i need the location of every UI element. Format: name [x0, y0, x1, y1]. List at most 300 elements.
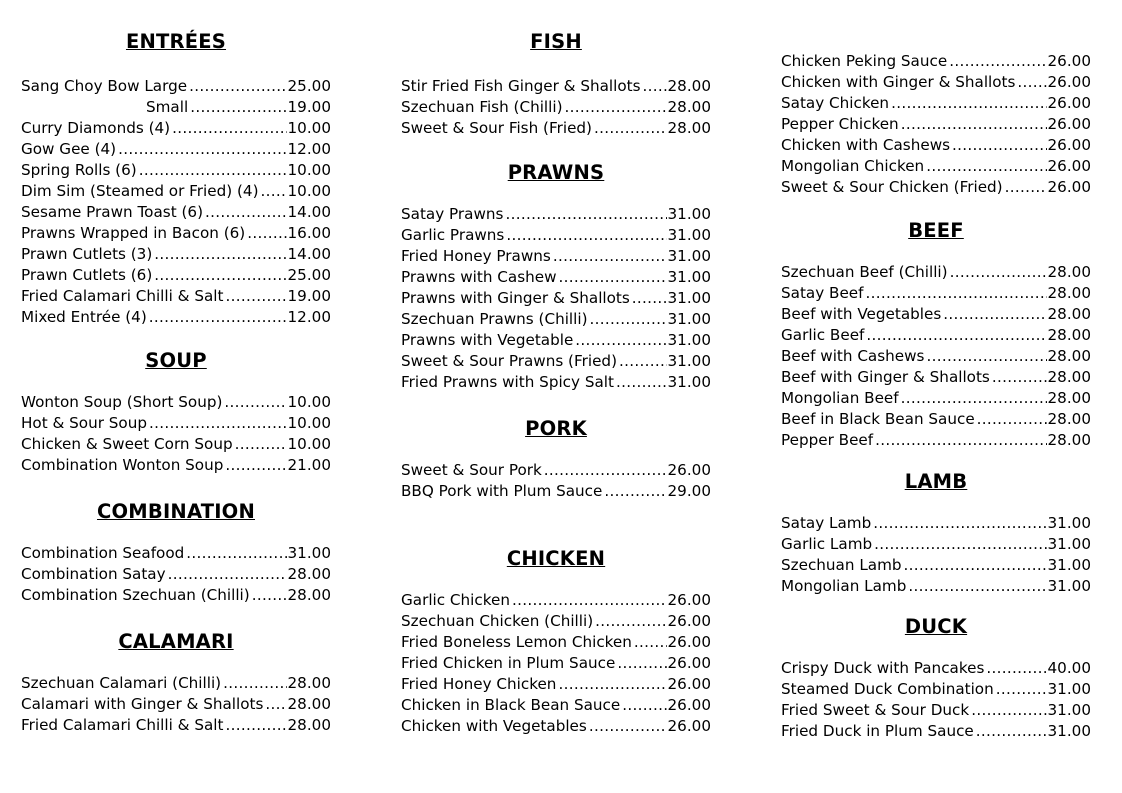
menu-item-price: 12.00 [287, 308, 331, 326]
dot-leader [1017, 72, 1046, 93]
menu-item-price: 28.00 [1047, 431, 1091, 449]
menu-item-name: Satay Prawns [401, 205, 504, 223]
menu-item-name: Chicken & Sweet Corn Soup [21, 435, 233, 453]
menu-item-name: Beef with Ginger & Shallots [781, 368, 990, 386]
menu-item-name: Satay Lamb [781, 514, 872, 532]
dot-leader [634, 632, 667, 653]
dot-leader [590, 309, 667, 330]
menu-item-price: 26.00 [667, 675, 711, 693]
menu-item-price: 26.00 [667, 461, 711, 479]
menu-item [21, 673, 331, 694]
menu-item-name: Chicken in Black Bean Sauce [401, 696, 621, 714]
dot-leader [252, 585, 287, 606]
menu-item-price: 31.00 [667, 226, 711, 244]
menu-item [401, 695, 711, 716]
menu-item-name: Garlic Lamb [781, 535, 873, 553]
menu-item-price: 10.00 [287, 393, 331, 411]
dot-leader [992, 367, 1047, 388]
menu-item [401, 267, 711, 288]
dot-leader [172, 118, 286, 139]
menu-item-price: 28.00 [287, 586, 331, 604]
menu-item-price: 28.00 [1047, 305, 1091, 323]
menu-item [21, 76, 331, 97]
menu-item-price: 26.00 [1047, 94, 1091, 112]
menu-item-price: 31.00 [1047, 535, 1091, 553]
menu-item-list [401, 590, 711, 737]
menu-item [781, 658, 1091, 679]
menu-item [21, 265, 331, 286]
dot-leader [875, 430, 1046, 451]
menu-item-name: Szechuan Prawns (Chilli) [401, 310, 588, 328]
menu-item-price: 26.00 [1047, 136, 1091, 154]
menu-item-price: 26.00 [1047, 115, 1091, 133]
menu-item-list [21, 76, 331, 328]
menu-item-price: 28.00 [287, 674, 331, 692]
menu-item-name: Spring Rolls (6) [21, 161, 137, 179]
section-title: COMBINATION [97, 500, 255, 523]
menu-item-list [21, 392, 331, 476]
menu-item [401, 653, 711, 674]
section-title: BEEF [908, 219, 964, 242]
menu-item [21, 286, 331, 307]
menu-item [401, 225, 711, 246]
dot-leader [225, 455, 286, 476]
menu-item-price: 31.00 [1047, 556, 1091, 574]
menu-item-name: Prawn Cutlets (3) [21, 245, 153, 263]
menu-section-entrees [21, 29, 331, 328]
menu-item-list [781, 513, 1091, 597]
dot-leader [186, 543, 286, 564]
dot-leader [575, 330, 666, 351]
menu-item-price: 28.00 [667, 98, 711, 116]
menu-item-name: Steamed Duck Combination [781, 680, 994, 698]
menu-item [781, 555, 1091, 576]
menu-item-price: 26.00 [1047, 157, 1091, 175]
menu-item-price: 26.00 [667, 612, 711, 630]
menu-item-name: Szechuan Beef (Chilli) [781, 263, 948, 281]
dot-leader [225, 715, 286, 736]
section-title: DUCK [904, 615, 968, 638]
menu-item-price: 31.00 [667, 373, 711, 391]
menu-item [401, 246, 711, 267]
dot-leader [619, 351, 667, 372]
menu-item-price: 28.00 [1047, 326, 1091, 344]
dot-leader [154, 244, 286, 265]
dot-leader [589, 716, 667, 737]
menu-item-name: Combination Wonton Soup [21, 456, 224, 474]
menu-item-price: 10.00 [287, 182, 331, 200]
section-title: CHICKEN [506, 547, 606, 570]
menu-item [21, 543, 331, 564]
menu-item-name: Prawns with Cashew [401, 268, 557, 286]
dot-leader [506, 225, 666, 246]
menu-item-list [21, 543, 331, 606]
dot-leader [952, 135, 1046, 156]
menu-item [21, 139, 331, 160]
menu-item-name: Garlic Beef [781, 326, 865, 344]
menu-item [781, 283, 1091, 304]
dot-leader [235, 434, 287, 455]
menu-item-price: 28.00 [1047, 410, 1091, 428]
menu-item [781, 367, 1091, 388]
menu-item [21, 434, 331, 455]
dot-leader [139, 160, 287, 181]
dot-leader [505, 204, 666, 225]
dot-leader [866, 325, 1046, 346]
menu-item [781, 346, 1091, 367]
menu-section-soup [21, 348, 331, 476]
menu-item-price: 26.00 [667, 591, 711, 609]
menu-item-name: Szechuan Calamari (Chilli) [21, 674, 222, 692]
menu-item-name: Szechuan Fish (Chilli) [401, 98, 563, 116]
menu-item-name: Mongolian Lamb [781, 577, 907, 595]
menu-section-prawns [401, 160, 711, 393]
menu-item-price: 28.00 [287, 716, 331, 734]
menu-item-name: Prawns with Ginger & Shallots [401, 289, 630, 307]
menu-item-list [21, 673, 331, 736]
dot-leader [544, 460, 667, 481]
menu-item-price: 28.00 [287, 695, 331, 713]
menu-item [401, 372, 711, 393]
menu-item-price: 31.00 [1047, 701, 1091, 719]
menu-item [401, 118, 711, 139]
menu-item [781, 576, 1091, 597]
menu-item [21, 392, 331, 413]
menu-item-price: 19.00 [287, 98, 331, 116]
menu-item-price: 26.00 [1047, 73, 1091, 91]
dot-leader [926, 156, 1046, 177]
dot-leader [632, 288, 667, 309]
menu-item-price: 31.00 [1047, 722, 1091, 740]
menu-item-list [401, 204, 711, 393]
menu-item [781, 72, 1091, 93]
menu-item [781, 388, 1091, 409]
menu-item-name: Sweet & Sour Pork [401, 461, 542, 479]
dot-leader [926, 346, 1046, 367]
menu-item-price: 14.00 [287, 245, 331, 263]
menu-item-name: Curry Diamonds (4) [21, 119, 171, 137]
dot-leader [908, 576, 1046, 597]
menu-item-name: Sesame Prawn Toast (6) [21, 203, 203, 221]
menu-item [401, 288, 711, 309]
section-title: FISH [530, 30, 582, 53]
menu-item-price: 26.00 [667, 717, 711, 735]
dot-leader [643, 76, 667, 97]
menu-item-name: Pepper Beef [781, 431, 874, 449]
menu-item-price: 31.00 [287, 544, 331, 562]
dot-leader [949, 51, 1046, 72]
menu-item-price: 26.00 [667, 633, 711, 651]
menu-item [401, 460, 711, 481]
menu-item-price: 40.00 [1047, 659, 1091, 677]
menu-item [401, 590, 711, 611]
dot-leader [512, 590, 667, 611]
menu-item-list [781, 262, 1091, 451]
menu-item-name: Garlic Prawns [401, 226, 505, 244]
menu-item [21, 715, 331, 736]
menu-item [21, 202, 331, 223]
menu-item [21, 413, 331, 434]
menu-item [781, 93, 1091, 114]
menu-item-list [401, 76, 711, 139]
menu-section-pork [401, 416, 711, 502]
menu-item-name: Small [146, 98, 189, 116]
menu-item [21, 455, 331, 476]
menu-item-name: Prawns Wrapped in Bacon (6) [21, 224, 246, 242]
dot-leader [971, 700, 1046, 721]
menu-item-list [781, 658, 1091, 742]
menu-item [781, 177, 1091, 198]
menu-item-name: Szechuan Lamb [781, 556, 902, 574]
menu-item [781, 679, 1091, 700]
dot-leader [950, 262, 1047, 283]
dot-leader [223, 673, 286, 694]
menu-item-name: Chicken with Cashews [781, 136, 951, 154]
menu-item [401, 632, 711, 653]
menu-item-name: Calamari with Ginger & Shallots [21, 695, 264, 713]
menu-item [781, 135, 1091, 156]
menu-section-calamari [21, 629, 331, 736]
menu-item [401, 674, 711, 695]
menu-item-price: 10.00 [287, 119, 331, 137]
menu-item-name: Beef with Cashews [781, 347, 925, 365]
menu-item [781, 304, 1091, 325]
dot-leader [617, 653, 666, 674]
dot-leader [594, 118, 667, 139]
dot-leader [190, 97, 286, 118]
dot-leader [901, 114, 1047, 135]
menu-item-price: 31.00 [667, 352, 711, 370]
menu-item-name: Dim Sim (Steamed or Fried) (4) [21, 182, 259, 200]
menu-item [401, 611, 711, 632]
menu-item [401, 351, 711, 372]
menu-section-chicken [401, 546, 711, 737]
menu-section-beef [781, 218, 1091, 451]
menu-item [781, 409, 1091, 430]
dot-leader [986, 658, 1046, 679]
menu-item-price: 28.00 [287, 565, 331, 583]
menu-item [401, 309, 711, 330]
menu-item-name: BBQ Pork with Plum Sauce [401, 482, 603, 500]
menu-item [21, 307, 331, 328]
dot-leader [168, 564, 287, 585]
menu-item [21, 564, 331, 585]
menu-item-price: 14.00 [287, 203, 331, 221]
dot-leader [553, 246, 667, 267]
menu-section-duck [781, 614, 1091, 742]
menu-item [781, 262, 1091, 283]
menu-item-name: Fried Duck in Plum Sauce [781, 722, 974, 740]
menu-item [781, 721, 1091, 742]
menu-item [21, 181, 331, 202]
menu-item-name: Sweet & Sour Prawns (Fried) [401, 352, 617, 370]
menu-item-price: 31.00 [1047, 577, 1091, 595]
menu-item-price: 28.00 [1047, 347, 1091, 365]
menu-item-name: Chicken with Ginger & Shallots [781, 73, 1016, 91]
menu-item-price: 31.00 [667, 331, 711, 349]
menu-item-price: 10.00 [287, 435, 331, 453]
menu-item-name: Combination Szechuan (Chilli) [21, 586, 250, 604]
menu-item [21, 118, 331, 139]
menu-item-name: Prawn Cutlets (6) [21, 266, 153, 284]
menu-item [21, 223, 331, 244]
menu-item [781, 513, 1091, 534]
menu-item-name: Mixed Entrée (4) [21, 308, 147, 326]
dot-leader [943, 304, 1046, 325]
menu-item-name: Fried Chicken in Plum Sauce [401, 654, 616, 672]
dot-leader [904, 555, 1047, 576]
menu-item-name: Fried Prawns with Spicy Salt [401, 373, 614, 391]
menu-item-price: 10.00 [287, 161, 331, 179]
section-title: PORK [525, 417, 587, 440]
menu-item-price: 28.00 [1047, 389, 1091, 407]
menu-item-name: Garlic Chicken [401, 591, 510, 609]
menu-item [781, 51, 1091, 72]
menu-item-price: 26.00 [1047, 178, 1091, 196]
menu-item-name: Fried Calamari Chilli & Salt [21, 287, 224, 305]
menu-item-name: Chicken Peking Sauce [781, 52, 948, 70]
menu-item-name: Combination Satay [21, 565, 166, 583]
menu-item [401, 716, 711, 737]
dot-leader [189, 76, 286, 97]
menu-item-name: Gow Gee (4) [21, 140, 117, 158]
dot-leader [149, 413, 287, 434]
dot-leader [873, 513, 1046, 534]
dot-leader [265, 694, 286, 715]
dot-leader [225, 286, 286, 307]
dot-leader [616, 372, 667, 393]
dot-leader [205, 202, 287, 223]
dot-leader [865, 283, 1046, 304]
menu-item-name: Satay Beef [781, 284, 864, 302]
menu-item-name: Mongolian Beef [781, 389, 899, 407]
menu-item-price: 26.00 [667, 696, 711, 714]
section-title: SOUP [145, 349, 207, 372]
menu-item [401, 97, 711, 118]
menu-item-price: 31.00 [667, 289, 711, 307]
menu-item-name: Sweet & Sour Chicken (Fried) [781, 178, 1003, 196]
menu-item-price: 28.00 [667, 77, 711, 95]
dot-leader [874, 534, 1046, 555]
menu-item-price: 31.00 [667, 205, 711, 223]
menu-item-name: Chicken with Vegetables [401, 717, 587, 735]
dot-leader [604, 481, 666, 502]
menu-item-name: Sweet & Sour Fish (Fried) [401, 119, 592, 137]
dot-leader [565, 97, 667, 118]
menu-item-price: 12.00 [287, 140, 331, 158]
dot-leader [976, 721, 1047, 742]
menu-item-name: Combination Seafood [21, 544, 185, 562]
menu-item [781, 114, 1091, 135]
menu-item-price: 28.00 [1047, 284, 1091, 302]
menu-item [401, 204, 711, 225]
menu-item-price: 31.00 [667, 247, 711, 265]
dot-leader [118, 139, 286, 160]
menu-item [781, 534, 1091, 555]
menu-item-price: 25.00 [287, 77, 331, 95]
menu-item [781, 430, 1091, 451]
menu-item-price: 29.00 [667, 482, 711, 500]
menu-item-price: 31.00 [1047, 680, 1091, 698]
menu-item [401, 76, 711, 97]
menu-item-name: Hot & Sour Soup [21, 414, 147, 432]
menu-item-price: 28.00 [667, 119, 711, 137]
dot-leader [977, 409, 1047, 430]
menu-item [21, 585, 331, 606]
dot-leader [996, 679, 1047, 700]
dot-leader [149, 307, 287, 328]
dot-leader [154, 265, 286, 286]
menu-item-name: Fried Boneless Lemon Chicken [401, 633, 632, 651]
menu-section-lamb [781, 469, 1091, 597]
menu-item-price: 31.00 [667, 268, 711, 286]
menu-section-fish [401, 29, 711, 139]
menu-item [781, 325, 1091, 346]
menu-item-name: Beef in Black Bean Sauce [781, 410, 975, 428]
dot-leader [901, 388, 1047, 409]
menu-item-list [781, 51, 1091, 198]
menu-section-combination [21, 499, 331, 606]
menu-item [401, 330, 711, 351]
menu-item-price: 16.00 [287, 224, 331, 242]
menu-item-price: 28.00 [1047, 263, 1091, 281]
dot-leader [261, 181, 287, 202]
menu-item-price: 19.00 [287, 287, 331, 305]
menu-section-continued [781, 51, 1091, 198]
menu-item-price: 26.00 [667, 654, 711, 672]
menu-item [21, 160, 331, 181]
menu-item-name: Crispy Duck with Pancakes [781, 659, 985, 677]
menu-item-name: Szechuan Chicken (Chilli) [401, 612, 594, 630]
menu-item-price: 26.00 [1047, 52, 1091, 70]
menu-item-price: 21.00 [287, 456, 331, 474]
menu-item [401, 481, 711, 502]
menu-item-name: Satay Chicken [781, 94, 890, 112]
menu-item-name: Fried Calamari Chilli & Salt [21, 716, 224, 734]
menu-item-name: Pepper Chicken [781, 115, 899, 133]
menu-item-name: Fried Sweet & Sour Duck [781, 701, 970, 719]
menu-item-name: Fried Honey Chicken [401, 675, 557, 693]
dot-leader [622, 695, 666, 716]
menu-item [21, 97, 331, 118]
menu-item-name: Beef with Vegetables [781, 305, 942, 323]
menu-item-name: Sang Choy Bow Large [21, 77, 188, 95]
menu-item-name: Fried Honey Prawns [401, 247, 551, 265]
menu-item-price: 10.00 [287, 414, 331, 432]
dot-leader [247, 223, 286, 244]
menu-item [781, 156, 1091, 177]
menu-item-name: Prawns with Vegetable [401, 331, 574, 349]
section-title: PRAWNS [507, 161, 605, 184]
menu-item-list [401, 460, 711, 502]
menu-item [21, 244, 331, 265]
menu-item-price: 31.00 [667, 310, 711, 328]
menu-item-name: Wonton Soup (Short Soup) [21, 393, 223, 411]
dot-leader [559, 267, 667, 288]
menu-item [781, 700, 1091, 721]
section-title: LAMB [904, 470, 968, 493]
menu-item-name: Stir Fried Fish Ginger & Shallots [401, 77, 641, 95]
menu-item-price: 25.00 [287, 266, 331, 284]
dot-leader [595, 611, 666, 632]
section-title: CALAMARI [118, 630, 234, 653]
menu-item-price: 31.00 [1047, 514, 1091, 532]
dot-leader [1005, 177, 1047, 198]
menu-item-price: 28.00 [1047, 368, 1091, 386]
section-title: ENTRÉES [125, 30, 227, 53]
menu-item-name: Mongolian Chicken [781, 157, 925, 175]
dot-leader [224, 392, 286, 413]
